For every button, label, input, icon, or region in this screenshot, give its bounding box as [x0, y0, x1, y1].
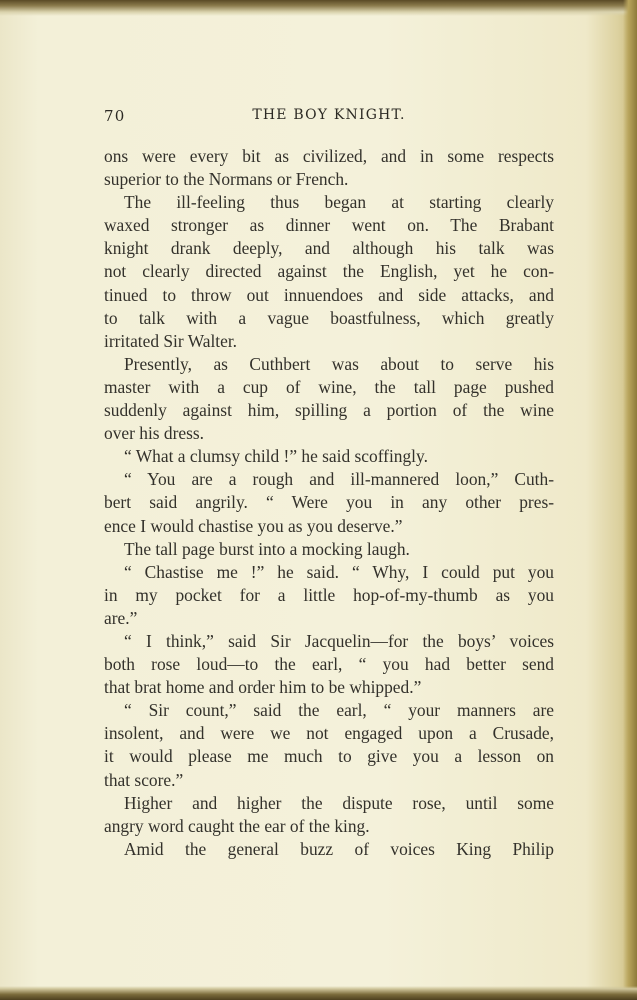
text-line: both rose loud—to the earl, “ you had better send — [104, 654, 554, 675]
text-line: over his dress. — [104, 423, 204, 444]
text-line: angry word caught the ear of the king. — [104, 815, 370, 836]
text-line: are.” — [104, 607, 138, 628]
text-line: “ Chastise me !” he said. “ Why, I could put you — [124, 561, 554, 582]
text-line: to talk with a vague boastfulness, which greatly — [104, 307, 554, 328]
text-line: it would please me much to give you a lesson on — [104, 746, 554, 767]
page-bottom-edge — [0, 986, 637, 1000]
text-line: in my pocket for a little hop-of-my-thumb as you — [104, 584, 554, 605]
text-line: “ I think,” said Sir Jacquelin—for the boys’ voices — [124, 630, 554, 651]
page-header — [104, 107, 554, 131]
text-line: “ You are a rough and ill-mannered loon,” Cuth- — [124, 469, 554, 490]
text-line: Amid the general buzz of voices King Philip — [124, 838, 554, 859]
text-line: that score.” — [104, 769, 184, 790]
text-line: Presently, as Cuthbert was about to serve his — [124, 353, 554, 374]
text-line: The ill-feeling thus began at starting clearly — [124, 192, 554, 213]
text-line: not clearly directed against the English, yet he con- — [104, 261, 554, 282]
text-line: insolent, and were we not engaged upon a Crusade, — [104, 723, 554, 744]
text-line: suddenly against him, spilling a portion of the wine — [104, 400, 554, 421]
page-right-edge — [623, 0, 637, 1000]
text-line: bert said angrily. “ Were you in any other pres- — [104, 492, 554, 513]
text-line: knight drank deeply, and although his talk was — [104, 238, 554, 259]
page-number: 70 — [104, 107, 126, 125]
text-line: waxed stronger as dinner went on. The Brabant — [104, 215, 554, 236]
text-line: The tall page burst into a mocking laugh. — [124, 538, 410, 559]
text-line: master with a cup of wine, the tall page pushed — [104, 376, 554, 397]
text-line: tinued to throw out innuendoes and side attacks, and — [104, 284, 554, 305]
body-text — [104, 145, 554, 861]
text-line: that brat home and order him to be whipped.” — [104, 677, 422, 698]
running-head: THE BOY KNIGHT. — [252, 107, 406, 123]
text-line: irritated Sir Walter. — [104, 330, 238, 351]
text-line: ons were every bit as civilized, and in some respects — [104, 146, 554, 166]
text-line: Higher and higher the dispute rose, until some — [124, 792, 554, 813]
text-line: ence I would chastise you as you deserve.” — [104, 515, 403, 536]
page-top-edge — [0, 0, 637, 16]
text-line: “ Sir count,” said the earl, “ your manners are — [124, 700, 554, 721]
text-line: superior to the Normans or French. — [104, 169, 349, 190]
text-line: “ What a clumsy child !” he said scoffingly. — [124, 446, 428, 467]
